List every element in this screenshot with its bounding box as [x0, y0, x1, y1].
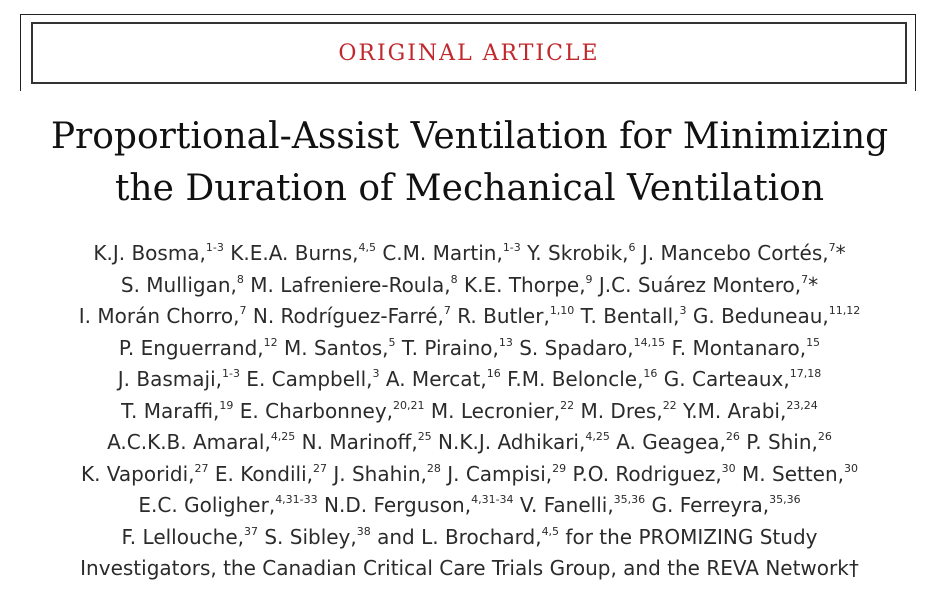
affiliation-superscript: 38 [356, 524, 371, 538]
affiliation-superscript: 1-3 [221, 367, 240, 380]
title-line-2: the Duration of Mechanical Ventilation [114, 168, 825, 209]
affiliation-superscript: 7 [828, 241, 836, 254]
author-name: P. Enguerrand, [118, 335, 264, 360]
author-name: K.E. Thorpe, [457, 272, 586, 297]
author-name: M. Lecronier, [424, 398, 561, 423]
affiliation-superscript: 26 [725, 430, 740, 443]
affiliation-superscript: 20,21 [393, 398, 425, 412]
author-name: K.E.A. Burns, [223, 241, 359, 265]
author-name: C.M. Martin, [375, 241, 503, 265]
affiliation-superscript: 8 [450, 272, 458, 286]
author-name: J. Basmaji, [117, 367, 222, 391]
author-name: J. Shahin, [326, 461, 427, 486]
affiliation-superscript: 3 [679, 304, 687, 317]
author-line [0, 333, 939, 365]
author-name: N.D. Ferguson, [317, 493, 472, 517]
author-name: M. Setten, [735, 461, 845, 486]
affiliation-superscript: 1,10 [549, 304, 575, 317]
affiliation-superscript: 4,31-34 [471, 493, 514, 506]
author-name: F. Lellouche, [121, 524, 244, 549]
affiliation-superscript: 16 [486, 367, 501, 380]
affiliation-superscript: 28 [426, 461, 441, 475]
affiliation-superscript: 7 [801, 272, 809, 286]
author-line [0, 427, 939, 459]
affiliation-superscript: 11,12 [828, 304, 861, 317]
author-name: T. Maraffi, [121, 398, 220, 423]
author-line [0, 301, 939, 333]
affiliation-superscript: 17,18 [789, 367, 822, 380]
affiliation-superscript: 15 [806, 335, 821, 349]
affiliation-superscript: 3 [372, 367, 380, 380]
author-name: P.O. Rodriguez, [566, 461, 722, 486]
author-name: S. Sibley, [257, 524, 357, 549]
affiliation-superscript: 37 [243, 524, 258, 538]
author-name: J. Campisi, [440, 461, 553, 486]
section-banner [31, 22, 907, 84]
author-name: G. Carteaux, [657, 367, 790, 391]
author-line [0, 396, 939, 428]
author-name: N. Rodríguez-Farré, [246, 304, 444, 328]
author-name: V. Fanelli, [513, 493, 614, 517]
author-name: P. Shin, [739, 430, 818, 454]
affiliation-superscript: 7 [443, 304, 451, 317]
affiliation-superscript: 4,25 [585, 430, 610, 443]
author-name: for the PROMIZING Study [559, 524, 818, 549]
author-name: N.K.J. Adhikari, [431, 430, 586, 454]
affiliation-superscript: 27 [312, 461, 327, 475]
affiliation-superscript: 29 [552, 461, 567, 475]
author-name: A.C.K.B. Amaral, [107, 430, 271, 454]
author-name: F.M. Beloncle, [500, 367, 644, 391]
author-line [0, 553, 939, 585]
affiliation-superscript: 35,36 [613, 493, 646, 506]
author-line [0, 490, 939, 522]
affiliation-superscript: 22 [662, 398, 677, 412]
article-title [0, 111, 939, 215]
affiliation-superscript: 19 [219, 398, 234, 412]
author-name: E. Campbell, [239, 367, 373, 391]
author-name: A. Mercat, [379, 367, 487, 391]
author-line [0, 238, 939, 270]
affiliation-superscript: 9 [585, 272, 593, 286]
author-name: I. Morán Chorro, [78, 304, 240, 328]
affiliation-superscript: 5 [388, 335, 396, 349]
author-name: Investigators, the Canadian Critical Care Trials Group, and the REVA Network† [80, 556, 859, 580]
affiliation-superscript: 22 [560, 398, 575, 412]
author-name: N. Marinoff, [295, 430, 418, 454]
affiliation-superscript: 4,31-33 [275, 493, 318, 506]
affiliation-superscript: 25 [417, 430, 432, 443]
author-list [0, 238, 939, 585]
author-name: M. Lafreniere-Roula, [243, 272, 451, 297]
author-name: K. Vaporidi, [80, 461, 195, 486]
affiliation-superscript: 8 [236, 272, 244, 286]
affiliation-superscript: 14,15 [633, 335, 666, 349]
affiliation-superscript: 30 [721, 461, 736, 475]
affiliation-superscript: 23,24 [786, 398, 818, 412]
author-name: E. Kondili, [208, 461, 313, 486]
author-name: * [808, 272, 819, 297]
author-name: Y. Skrobik, [520, 241, 629, 265]
author-name: S. Mulligan, [120, 272, 237, 297]
author-name: M. Santos, [277, 335, 389, 360]
author-line [0, 522, 939, 554]
title-line-1: Proportional-Assist Ventilation for Minimizing [50, 116, 889, 157]
author-name: F. Montanaro, [665, 335, 807, 360]
author-name: T. Piraino, [395, 335, 499, 360]
author-name: * [835, 241, 846, 265]
affiliation-superscript: 4,5 [541, 524, 560, 538]
affiliation-superscript: 26 [817, 430, 832, 443]
author-name: J.C. Suárez Montero, [592, 272, 802, 297]
affiliation-superscript: 1-3 [502, 241, 521, 254]
affiliation-superscript: 6 [628, 241, 636, 254]
author-name: M. Dres, [574, 398, 663, 423]
affiliation-superscript: 4,25 [270, 430, 296, 443]
author-name: G. Ferreyra, [645, 493, 770, 517]
author-line [0, 270, 939, 302]
author-name: J. Mancebo Cortés, [635, 241, 829, 265]
author-name: E. Charbonney, [233, 398, 394, 423]
author-name: K.J. Bosma, [93, 241, 206, 265]
affiliation-superscript: 35,36 [769, 493, 801, 506]
section-label: ORIGINAL ARTICLE [338, 40, 600, 66]
author-line [0, 364, 939, 396]
affiliation-superscript: 13 [498, 335, 513, 349]
author-name: Y.M. Arabi, [676, 398, 787, 423]
author-name: E.C. Goligher, [138, 493, 276, 517]
author-name: and L. Brochard, [370, 524, 542, 549]
affiliation-superscript: 16 [643, 367, 658, 380]
author-name: R. Butler, [450, 304, 550, 328]
author-name: T. Bentall, [574, 304, 680, 328]
affiliation-superscript: 1-3 [205, 241, 224, 254]
affiliation-superscript: 27 [194, 461, 209, 475]
author-name: S. Spadaro, [512, 335, 634, 360]
author-name: A. Geagea, [609, 430, 726, 454]
author-line [0, 459, 939, 491]
author-name: G. Beduneau, [686, 304, 829, 328]
affiliation-superscript: 12 [263, 335, 278, 349]
affiliation-superscript: 30 [844, 461, 859, 475]
affiliation-superscript: 7 [239, 304, 247, 317]
affiliation-superscript: 4,5 [358, 241, 376, 254]
